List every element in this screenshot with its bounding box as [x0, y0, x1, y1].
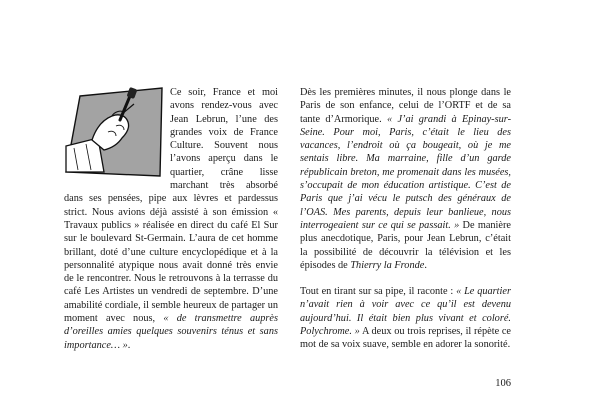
right-paragraph-1-text-b: De manière plus anecdotique, Paris, pour Jean Lebrun, c’était la possibilité de découvrir la télévision et les épisodes de: [300, 219, 511, 271]
right-paragraph-1-quote: « J’ai grandi à Epinay-sur-Seine. Pour moi, Paris, c’était le lieu des vacances, l’endroit où ça bougeait, où je me sentais libre. Ma marraine, fille d’un garde républicain breton, me promenait dans les musées, s’occupait de mon éducation artistique. C’est de Paris que j’ai vécu le putsch des généraux de l’OAS. Mes parents, depuis leur banlieue, nous interrogeaient sur ce qui se passait. »: [300, 113, 511, 231]
right-paragraph-1-text: Dès les premières minutes, il nous plonge dans le Paris de son enfance, celui de l’ORTF et de sa tante d’Armorique.: [300, 87, 511, 125]
right-paragraph-1-end: .: [424, 259, 427, 271]
right-paragraph-1-title: Thierry la Fronde: [350, 259, 425, 271]
left-paragraph-quote: « de transmettre auprès d’oreilles amies quelques souvenirs ténus et sans importance… »: [64, 313, 279, 351]
right-paragraph-2-quote: « Le quartier n’avait rien à voir avec ce qu’il est devenu aujourd’hui. Il était bien plus vivant et coloré. Polychrome. »: [300, 286, 511, 338]
left-paragraph-text: Ce soir, France et moi avons rendez-vous avec Jean Lebrun, l’une des grandes voix de France Culture. Souvent nous l’avons aperçu dans le quartier, crâne lisse marchant très absorbé dans ses pensées, pipe aux lèvres et pardessus strict. Nous avions déjà assisté à son émission « Travaux publics » réalisée en direct du café El Sur sur le boulevard St-Germain. L’aura de cet homme brillant, doté d’une culture encyclopédique et à la personnalité atypique nous avait donné très envie de le rencontrer. Nous le retrouvons à la terrasse du café Les Artistes un vendredi de septembre. D’une amabilité cordiale, il semble heureux de partager un moment avec nous,: [64, 87, 278, 325]
page-number: 106: [495, 378, 511, 389]
right-paragraph-2-text: Tout en tirant sur sa pipe, il raconte :: [300, 286, 457, 298]
right-paragraph-2: [300, 285, 511, 351]
hand-holding-pipe-icon: [64, 86, 164, 179]
right-column: [300, 86, 511, 352]
right-paragraph-2-text-b: A deux ou trois reprises, il répète ce mot de sa voix suave, semble en adorer la sonorité.: [300, 326, 512, 351]
left-column: [64, 86, 278, 352]
right-paragraph-1: [300, 86, 511, 272]
left-paragraph-end: .: [127, 339, 131, 351]
